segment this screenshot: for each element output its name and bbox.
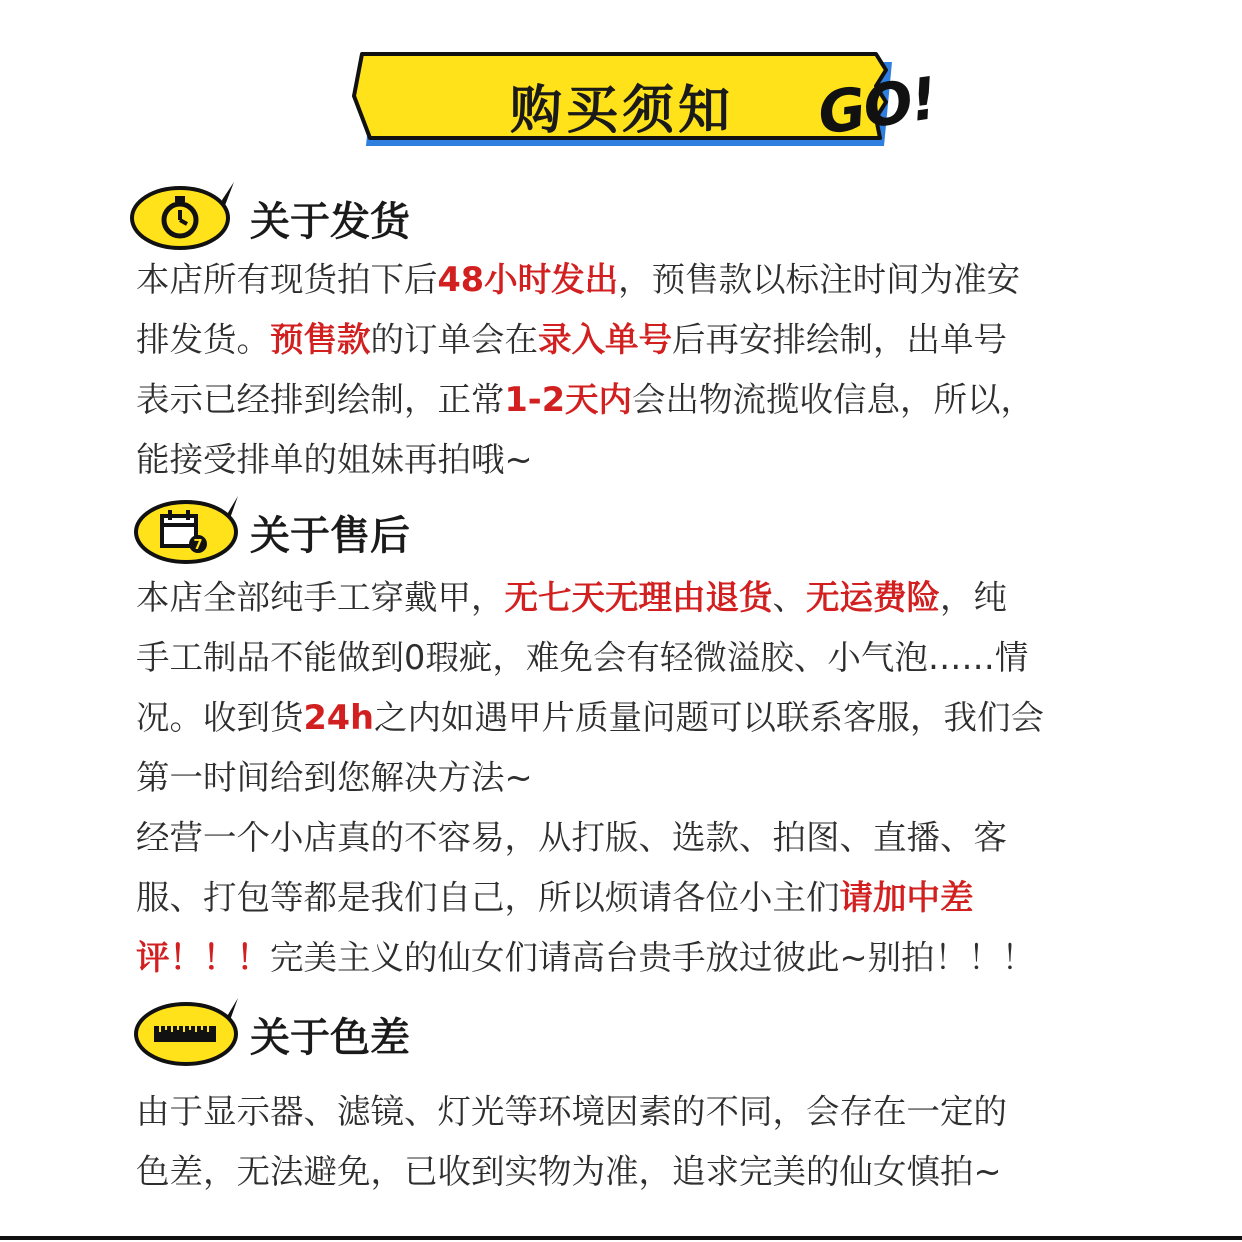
text-line: 能接受排单的姐妹再拍哦~ (136, 440, 533, 479)
text-line: 排发货。预售款的订单会在录入单号后再安排绘制，出单号 (136, 320, 1007, 359)
section-title-aftersale: 关于售后 (250, 513, 410, 559)
section-title-color: 关于色差 (250, 1015, 410, 1061)
text-line: 手工制品不能做到0瑕疵，难免会有轻微溢胶、小气泡……情 (136, 638, 1029, 677)
text-line: 本店所有现货拍下后48小时发出，预售款以标注时间为准安 (136, 260, 1021, 299)
bottom-divider (0, 1236, 1242, 1240)
color-text (136, 1082, 1111, 1202)
text-line: 表示已经排到绘制，正常1-2天内会出物流揽收信息，所以， (136, 380, 1035, 419)
text-line: 色差，无法避免，已收到实物为准，追求完美的仙女慎拍~ (136, 1152, 1002, 1191)
title-banner (352, 50, 892, 148)
go-lettering: GO! (813, 64, 940, 148)
aftersale-text (136, 568, 1111, 988)
text-line: 服、打包等都是我们自己，所以烦请各位小主们请加中差 (136, 878, 974, 917)
section-header-aftersale (128, 492, 528, 572)
text-line: 由于显示器、滤镜、灯光等环境因素的不同，会存在一定的 (136, 1092, 1007, 1131)
text-line: 第一时间给到您解决方法~ (136, 758, 533, 797)
text-line: 评！！！完美主义的仙女们请高台贵手放过彼此~别拍！！！ (136, 938, 1036, 977)
svg-text:7: 7 (193, 538, 203, 553)
section-title-shipping: 关于发货 (250, 199, 410, 245)
text-line: 本店全部纯手工穿戴甲，无七天无理由退货、无运费险，纯 (136, 578, 1007, 617)
ruler-icon (128, 994, 240, 1070)
stopwatch-icon (128, 178, 240, 254)
calendar-7-icon (128, 492, 240, 568)
page-title: 购买须知 (509, 81, 734, 141)
shipping-text (136, 250, 1111, 490)
section-header-shipping (128, 178, 528, 258)
text-line: 况。收到货24h之内如遇甲片质量问题可以联系客服，我们会 (136, 698, 1044, 737)
section-header-color (128, 994, 528, 1074)
text-line: 经营一个小店真的不容易，从打版、选款、拍图、直播、客 (136, 818, 1007, 857)
